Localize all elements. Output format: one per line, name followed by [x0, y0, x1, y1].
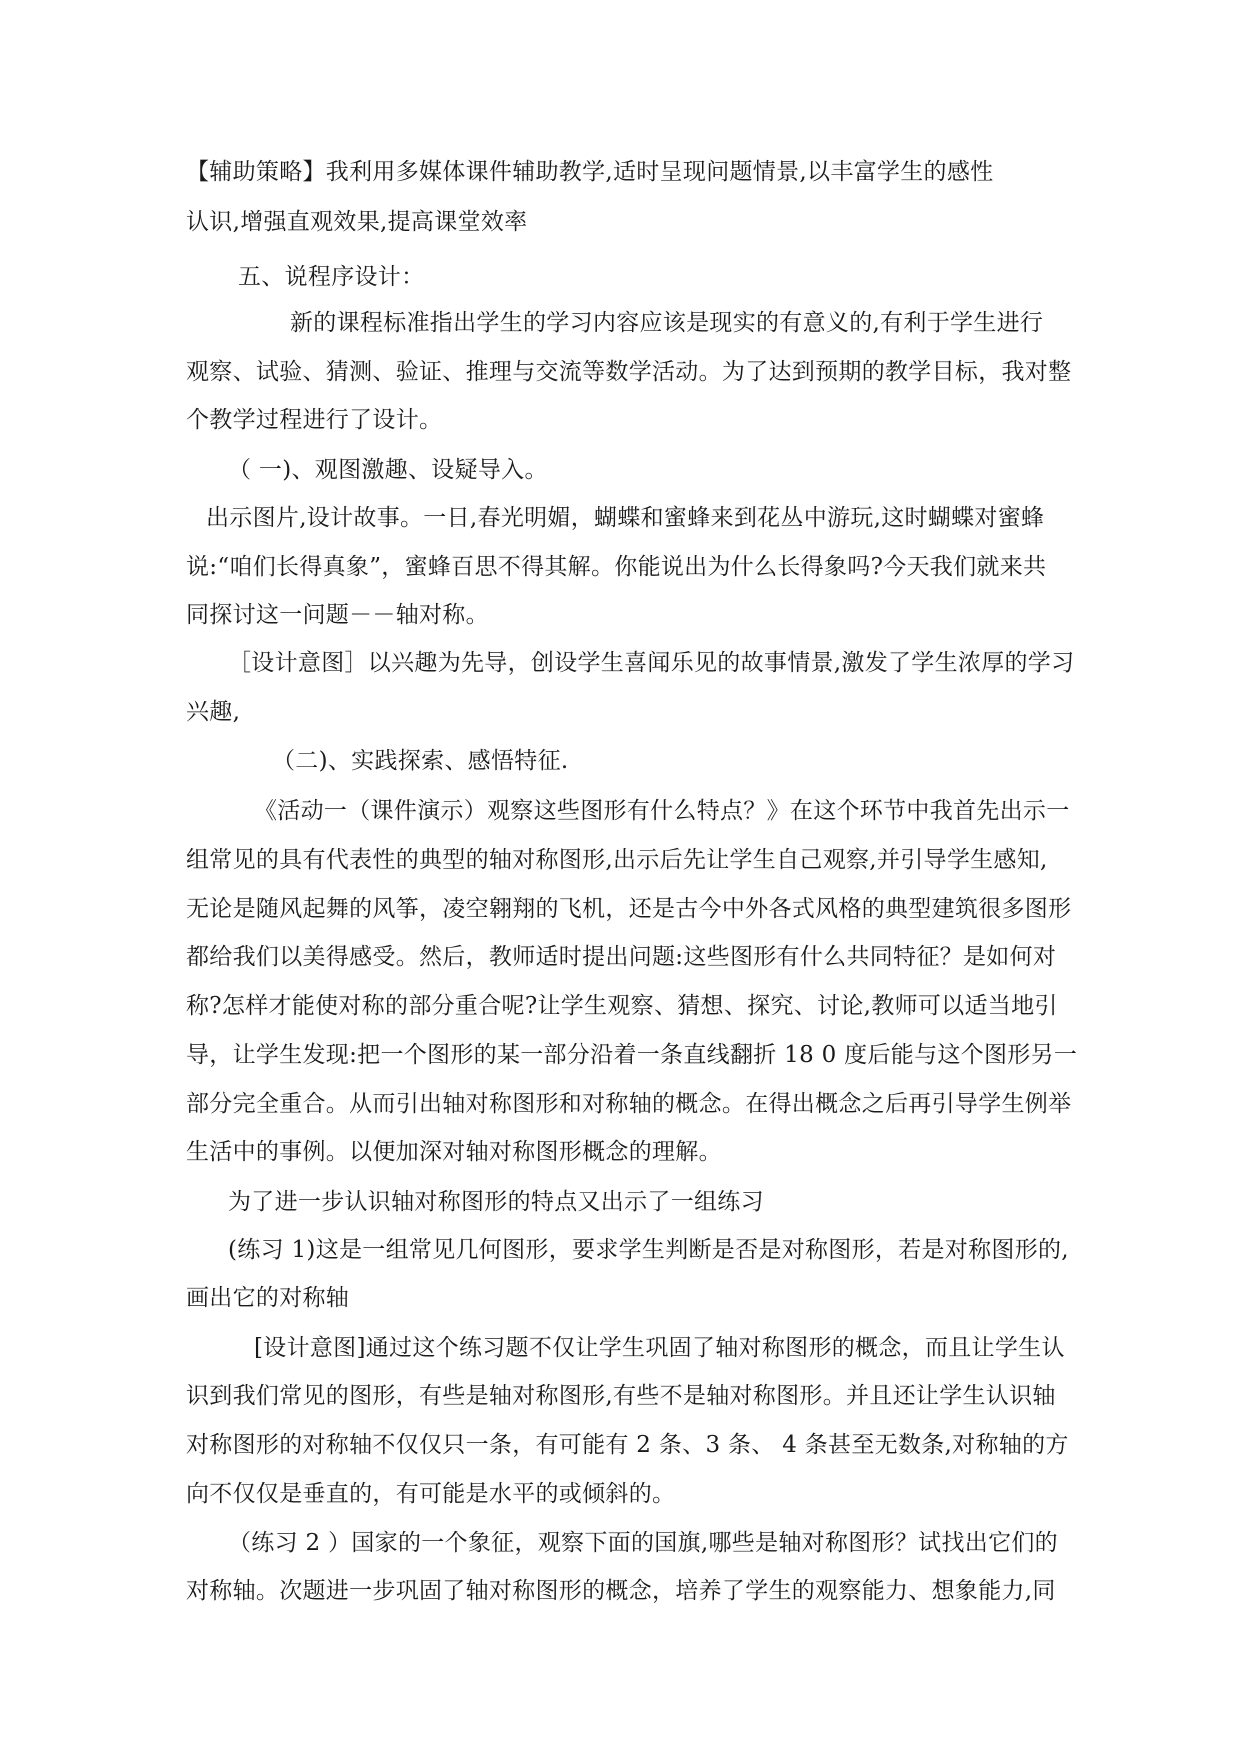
subsection-heading: （二)、实践探索、感悟特征. — [272, 748, 569, 774]
text-line: 都给我们以美得感受。然后，教师适时提出问题:这些图形有什么共同特征？是如何对 — [186, 944, 1057, 970]
text-line: (练习 1)这是一组常见几何图形，要求学生判断是否是对称图形，若是对称图形的, — [228, 1237, 1069, 1263]
text-line: 无论是随风起舞的风筝，凌空翱翔的飞机，还是古今中外各式风格的典型建筑很多图形 — [186, 896, 1072, 922]
text-line: 同探讨这一问题－－轴对称。 — [186, 602, 489, 628]
text-line: （练习 2 ）国家的一个象征，观察下面的国旗,哪些是轴对称图形？试找出它们的 — [228, 1530, 1058, 1556]
text-line: 出示图片,设计故事。一日,春光明媚，蝴蝶和蜜蜂来到花丛中游玩,这时蝴蝶对蜜蜂 — [206, 505, 1045, 531]
text-line: 兴趣, — [186, 699, 241, 725]
text-line: ［设计意图］以兴趣为先导，创设学生喜闻乐见的故事情景,激发了学生浓厚的学习 — [228, 650, 1075, 676]
text-line: 说:“咱们长得真象”，蜜蜂百思不得其解。你能说出为什么长得象吗?今天我们就来共 — [186, 554, 1047, 580]
text-line: 为了进一步认识轴对称图形的特点又出示了一组练习 — [228, 1189, 764, 1215]
section-heading: 五、说程序设计： — [238, 264, 425, 290]
text-line: 组常见的具有代表性的典型的轴对称图形,出示后先让学生自己观察,并引导学生感知, — [186, 847, 1048, 873]
text-line: 识到我们常见的图形，有些是轴对称图形,有些不是轴对称图形。并且还让学生认识轴 — [186, 1383, 1056, 1409]
text-line: 个教学过程进行了设计。 — [186, 407, 443, 433]
text-line: 新的课程标准指出学生的学习内容应该是现实的有意义的,有利于学生进行 — [290, 310, 1044, 336]
text-line: 画出它的对称轴 — [186, 1285, 350, 1311]
subsection-heading: （ 一)、观图激趣、设疑导入。 — [228, 457, 548, 483]
text-line: 对称图形的对称轴不仅仅只一条，有可能有 2 条、3 条、 4 条甚至无数条,对称轴的方 — [186, 1432, 1069, 1458]
text-line: 【辅助策略】我利用多媒体课件辅助教学,适时呈现问题情景,以丰富学生的感性 — [186, 159, 994, 185]
text-line: 向不仅仅是垂直的，有可能是水平的或倾斜的。 — [186, 1481, 676, 1507]
text-line: 称?怎样才能使对称的部分重合呢?让学生观察、猜想、探究、讨论,教师可以适当地引 — [186, 993, 1058, 1019]
text-line: 观察、试验、猜测、验证、推理与交流等数学活动。为了达到预期的教学目标，我对整 — [186, 359, 1072, 385]
text-line: [设计意图]通过这个练习题不仅让学生巩固了轴对称图形的概念，而且让学生认 — [254, 1335, 1065, 1361]
text-line: 导，让学生发现:把一个图形的某一部分沿着一条直线翻折 18 0 度后能与这个图形另一 — [186, 1042, 1078, 1068]
text-line: 对称轴。次题进一步巩固了轴对称图形的概念，培养了学生的观察能力、想象能力,同 — [186, 1578, 1056, 1604]
text-line: 部分完全重合。从而引出轴对称图形和对称轴的概念。在得出概念之后再引导学生例举 — [186, 1091, 1072, 1117]
text-line: 认识,增强直观效果,提高课堂效率 — [186, 209, 528, 235]
text-line: 《活动一（课件演示）观察这些图形有什么特点？》在这个环节中我首先出示一 — [254, 798, 1070, 824]
text-line: 生活中的事例。以便加深对轴对称图形概念的理解。 — [186, 1139, 722, 1165]
